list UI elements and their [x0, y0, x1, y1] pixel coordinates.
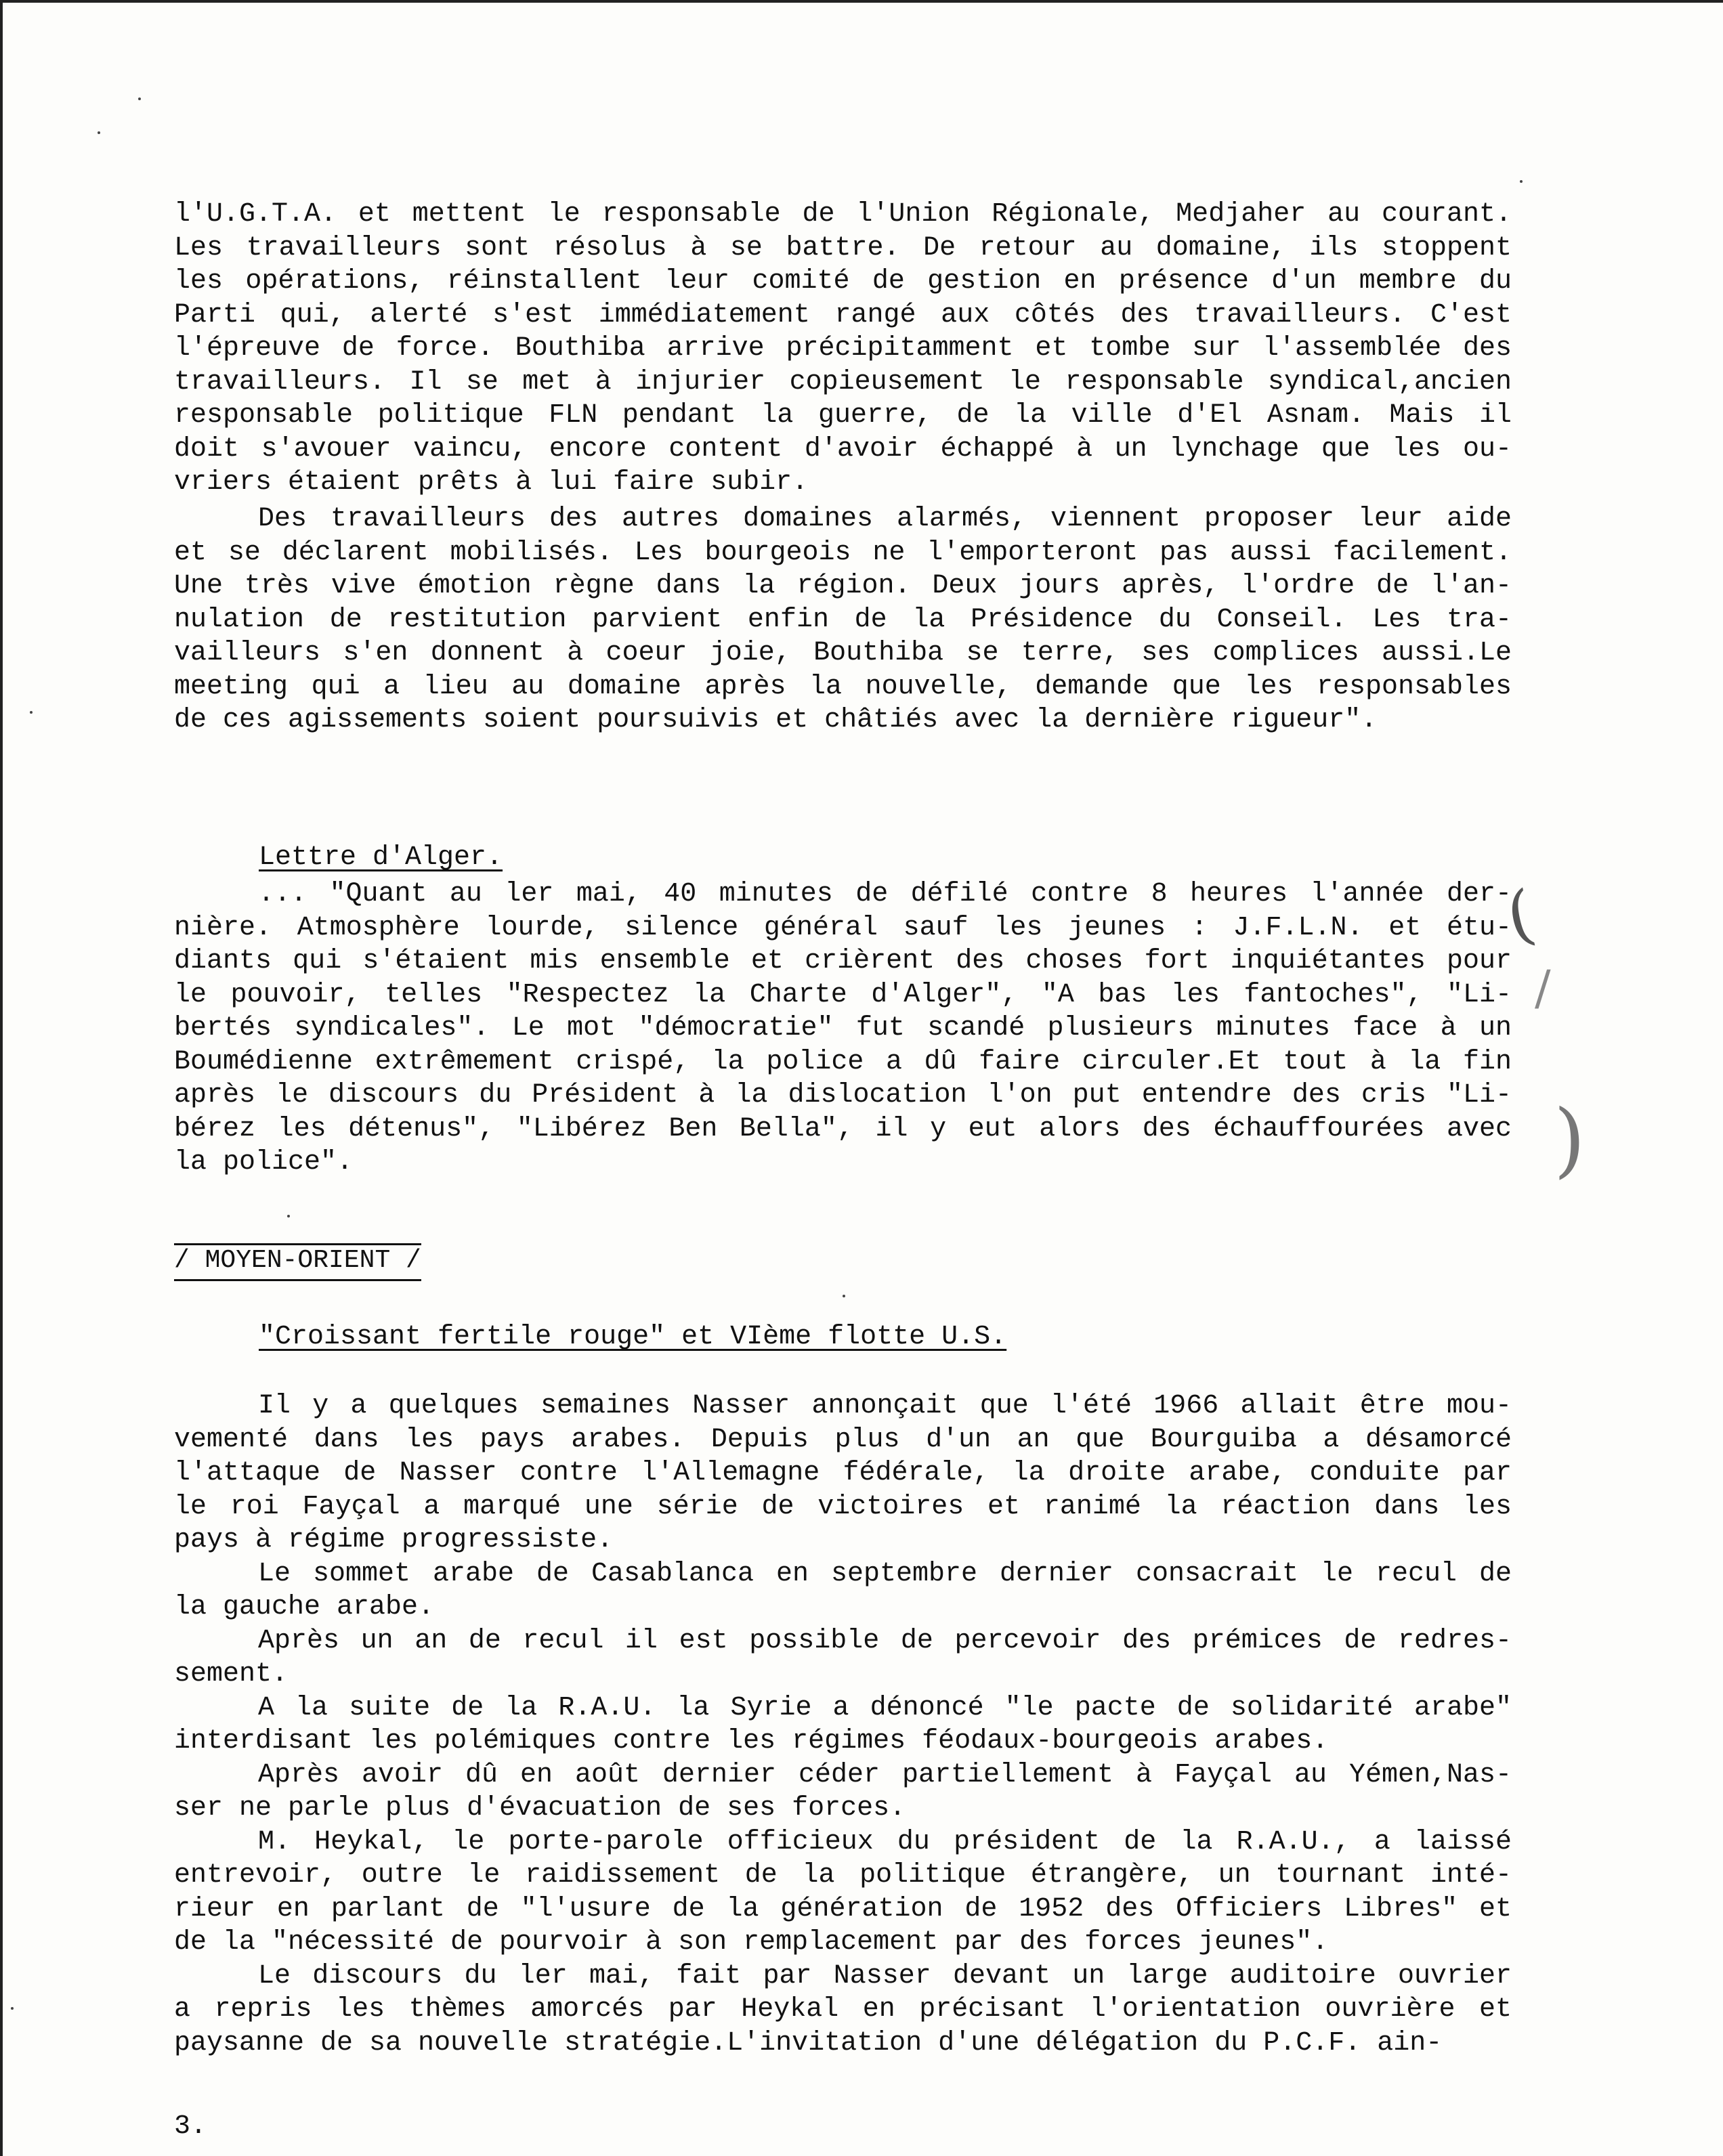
- text-line: vailleurs s'en donnent à coeur joie, Bouthiba se terre, ses complices aussi.Le: [174, 638, 1512, 668]
- text-line: M. Heykal, le porte-parole officieux du président de la R.A.U., a laissé: [258, 1826, 1512, 1857]
- text-line: Il y a quelques semaines Nasser annonçait que l'été 1966 allait être mou-: [258, 1391, 1512, 1421]
- article-paragraph: [174, 1960, 1512, 2061]
- text-line: paysanne de sa nouvelle stratégie.L'invitation d'une délégation du P.C.F. ain-: [174, 2027, 1443, 2058]
- text-line: ... "Quant au ler mai, 40 minutes de défilé contre 8 heures l'année der-: [258, 879, 1512, 909]
- lettre-alger-body: [174, 878, 1512, 1180]
- article-paragraph: [174, 1557, 1512, 1624]
- text-line: Une très vive émotion règne dans la région. Deux jours après, l'ordre de l'an-: [174, 571, 1512, 601]
- text-line: ser ne parle plus d'évacuation de ses forces.: [174, 1793, 906, 1824]
- text-line: a repris les thèmes amorcés par Heykal en précisant l'orientation ouvrière et: [174, 1994, 1512, 2025]
- text-line: responsable politique FLN pendant la guerre, de la ville d'El Asnam. Mais il: [174, 400, 1512, 431]
- text-line: après le discours du Président à la dislocation l'on put entendre des cris "Li-: [174, 1080, 1512, 1111]
- scan-speck: [138, 98, 141, 100]
- text-line: A la suite de la R.A.U. la Syrie a dénoncé "le pacte de solidarité arabe": [258, 1692, 1512, 1723]
- margin-pencil-bracket-lower: ): [1554, 1093, 1586, 1187]
- article-paragraph: [174, 1691, 1512, 1759]
- article-paragraph: [174, 1624, 1512, 1691]
- text-line: Le sommet arabe de Casablanca en septembre dernier consacrait le recul de: [258, 1558, 1512, 1589]
- text-line: sement.: [174, 1659, 289, 1689]
- text-line: la police".: [174, 1147, 354, 1178]
- page-number: 3.: [174, 2111, 207, 2142]
- text-line: Des travailleurs des autres domaines alarmés, viennent proposer leur aide: [258, 504, 1512, 534]
- scan-speck: [11, 2007, 14, 2010]
- text-line: nière. Atmosphère lourde, silence général sauf les jeunes : J.F.L.N. et étu-: [174, 912, 1512, 943]
- margin-pencil-stroke: /: [1535, 960, 1551, 1016]
- text-line: travailleurs. Il se met à injurier copieusement le responsable syndical,ancien: [174, 366, 1512, 397]
- article-body: [174, 1389, 1512, 2060]
- article-paragraph: [174, 1389, 1512, 1557]
- paragraph-bouthiba-confrontation: [174, 198, 1512, 500]
- article-paragraph: [174, 1826, 1512, 1960]
- lettre-alger-heading: Lettre d'Alger.: [259, 842, 503, 873]
- margin-pencil-bracket: (: [1499, 876, 1541, 955]
- article-paragraph: [174, 1759, 1512, 1826]
- text-line: l'épreuve de force. Bouthiba arrive précipitamment et tombe sur l'assemblée des: [174, 333, 1512, 364]
- text-line: le pouvoir, telles "Respectez la Charte d'Alger", "A bas les fantoches", "Li-: [174, 979, 1512, 1010]
- article-heading: "Croissant fertile rouge" et VIème flotte U.S.: [259, 1322, 1007, 1352]
- text-line: vriers étaient prêts à lui faire subir.: [174, 467, 809, 498]
- text-line: le roi Fayçal a marqué une série de victoires et ranimé la réaction dans les: [174, 1491, 1512, 1522]
- text-line: Après un an de recul il est possible de percevoir des prémices de redres-: [258, 1625, 1512, 1656]
- text-line: meeting qui a lieu au domaine après la nouvelle, demande que les responsables: [174, 671, 1512, 702]
- scan-speck: [843, 1295, 845, 1297]
- text-line: la gauche arabe.: [174, 1592, 435, 1622]
- text-line: les opérations, réinstallent leur comité de gestion en présence d'un membre du: [174, 266, 1512, 297]
- text-line: l'attaque de Nasser contre l'Allemagne fédérale, la droite arabe, conduite par: [174, 1458, 1512, 1488]
- text-line: entrevoir, outre le raidissement de la politique étrangère, un tournant inté-: [174, 1860, 1512, 1891]
- text-line: nulation de restitution parvient enfin de la Présidence du Conseil. Les tra-: [174, 604, 1512, 635]
- text-line: de la "nécessité de pourvoir à son remplacement par des forces jeunes".: [174, 1927, 1329, 1958]
- text-line: rieur en parlant de "l'usure de la génération de 1952 des Officiers Libres" et: [174, 1893, 1512, 1924]
- text-line: bertés syndicales". Le mot "démocratie" fut scandé plusieurs minutes face à un: [174, 1013, 1512, 1043]
- text-line: et se déclarent mobilisés. Les bourgeois ne l'emporteront pas aussi facilement.: [174, 537, 1512, 568]
- text-line: Le discours du ler mai, fait par Nasser devant un large auditoire ouvrier: [258, 1960, 1512, 1991]
- scan-speck: [287, 1215, 290, 1217]
- text-line: Après avoir dû en août dernier céder partiellement à Fayçal au Yémen,Nas-: [258, 1759, 1512, 1790]
- scan-speck: [98, 131, 100, 134]
- text-line: diants qui s'étaient mis ensemble et crièrent des choses fort inquiétantes pour: [174, 946, 1512, 976]
- text-line: l'U.G.T.A. et mettent le responsable de l'Union Régionale, Medjaher au courant.: [174, 199, 1512, 230]
- text-line: interdisant les polémiques contre les régimes féodaux-bourgeois arabes.: [174, 1726, 1329, 1756]
- text-line: de ces agissements soient poursuivis et châtiés avec la dernière rigueur".: [174, 705, 1378, 735]
- text-line: pays à régime progressiste.: [174, 1525, 614, 1555]
- scan-speck: [30, 711, 33, 714]
- text-line: bérez les détenus", "Libérez Ben Bella", il y eut alors des échauffourées avec: [174, 1113, 1512, 1144]
- text-line: vementé dans les pays arabes. Depuis plus d'un an que Bourguiba a désamorcé: [174, 1424, 1512, 1455]
- paragraph-workers-mobilised: [174, 502, 1512, 737]
- section-heading-moyen-orient: / MOYEN-ORIENT /: [174, 1243, 421, 1281]
- scan-speck: [1520, 180, 1523, 183]
- text-line: Les travailleurs sont résolus à se battre. De retour au domaine, ils stoppent: [174, 232, 1512, 263]
- text-line: doit s'avouer vaincu, encore content d'avoir échappé à un lynchage que les ou-: [174, 433, 1512, 465]
- text-line: Parti qui, alerté s'est immédiatement rangé aux côtés des travailleurs. C'est: [174, 299, 1512, 330]
- text-line: Boumédienne extrêmement crispé, la police a dû faire circuler.Et tout à la fin: [174, 1046, 1512, 1077]
